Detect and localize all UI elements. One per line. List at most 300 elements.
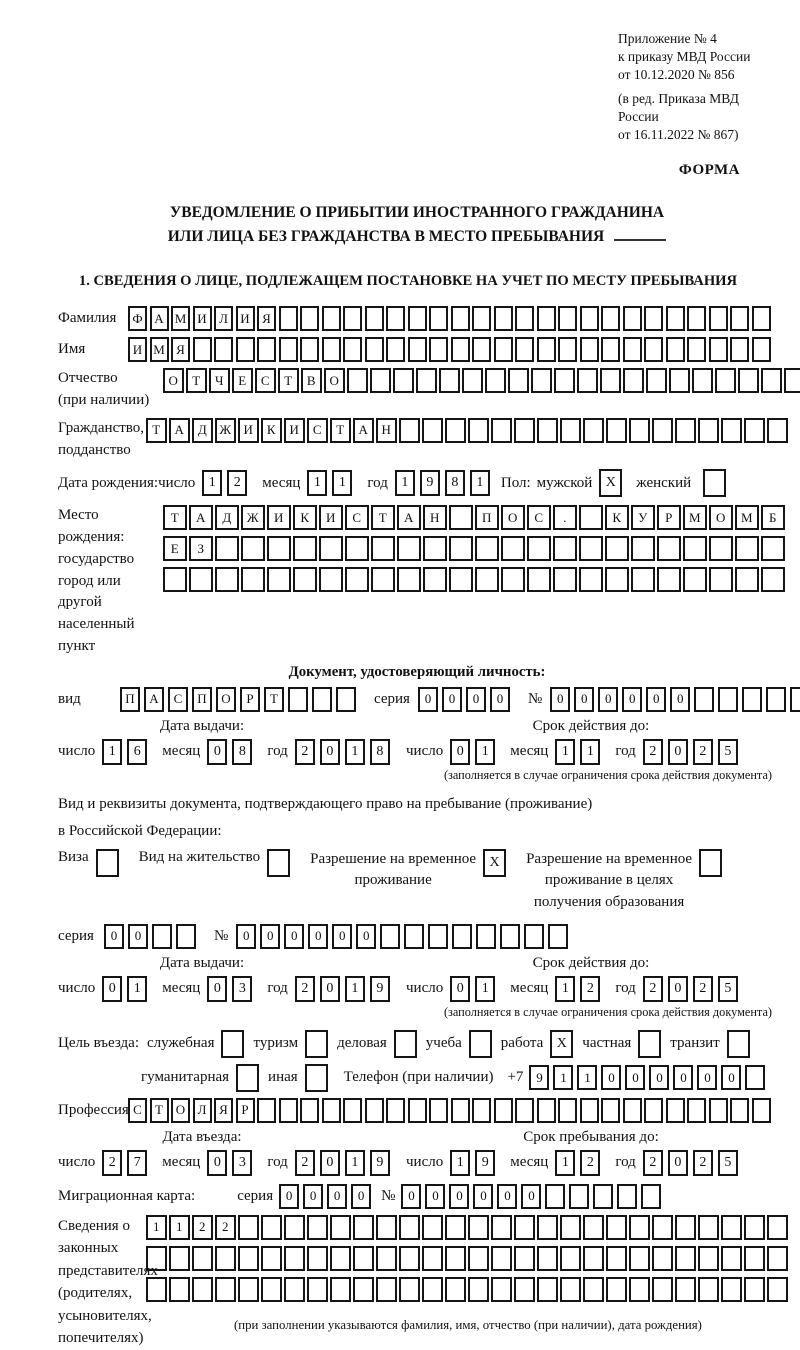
char-cell[interactable] (330, 1215, 351, 1240)
char-cell[interactable] (580, 306, 599, 331)
char-cell[interactable]: 0 (128, 924, 148, 949)
char-cell[interactable] (468, 1246, 489, 1271)
char-cell[interactable] (439, 368, 460, 393)
char-cell[interactable] (644, 1098, 663, 1123)
char-cell[interactable] (371, 567, 395, 592)
char-cell[interactable] (152, 924, 172, 949)
char-cell[interactable] (476, 924, 496, 949)
char-cell[interactable] (494, 306, 513, 331)
char-cell[interactable]: А (353, 418, 374, 443)
char-cell[interactable] (399, 1215, 420, 1240)
char-cell[interactable] (397, 536, 421, 561)
char-cell[interactable] (284, 1277, 305, 1302)
date-cell[interactable]: 1 (307, 470, 327, 496)
char-cell[interactable]: Ч (209, 368, 230, 393)
char-cell[interactable] (380, 924, 400, 949)
date-cell[interactable]: 8 (370, 739, 390, 765)
char-cell[interactable] (491, 1246, 512, 1271)
char-cell[interactable]: 0 (574, 687, 594, 712)
char-cell[interactable] (767, 1277, 788, 1302)
char-cell[interactable]: Р (657, 505, 681, 530)
char-cell[interactable] (288, 687, 308, 712)
char-cell[interactable] (429, 1098, 448, 1123)
sex-male-checkbox[interactable]: X (599, 469, 622, 497)
char-cell[interactable] (553, 536, 577, 561)
char-cell[interactable] (694, 687, 714, 712)
char-cell[interactable] (353, 1277, 374, 1302)
char-cell[interactable]: Т (150, 1098, 169, 1123)
char-cell[interactable] (238, 1246, 259, 1271)
char-cell[interactable] (698, 1246, 719, 1271)
char-cell[interactable]: Е (232, 368, 253, 393)
char-cell[interactable] (560, 1246, 581, 1271)
char-cell[interactable]: А (150, 306, 169, 331)
char-cell[interactable]: О (216, 687, 236, 712)
char-cell[interactable] (307, 1215, 328, 1240)
char-cell[interactable] (601, 1098, 620, 1123)
char-cell[interactable] (657, 536, 681, 561)
char-cell[interactable] (451, 306, 470, 331)
char-cell[interactable]: 0 (466, 687, 486, 712)
char-cell[interactable]: К (261, 418, 282, 443)
date-cell[interactable]: 2 (295, 976, 315, 1002)
date-cell[interactable]: 5 (718, 739, 738, 765)
char-cell[interactable] (238, 1215, 259, 1240)
char-cell[interactable] (580, 337, 599, 362)
char-cell[interactable] (452, 924, 472, 949)
char-cell[interactable]: О (709, 505, 733, 530)
char-cell[interactable] (215, 536, 239, 561)
char-cell[interactable] (393, 368, 414, 393)
char-cell[interactable] (583, 1246, 604, 1271)
char-cell[interactable] (605, 567, 629, 592)
char-cell[interactable] (514, 418, 535, 443)
char-cell[interactable] (683, 567, 707, 592)
char-cell[interactable] (514, 1215, 535, 1240)
char-cell[interactable]: 0 (673, 1065, 693, 1090)
char-cell[interactable] (408, 337, 427, 362)
char-cell[interactable]: Т (146, 418, 167, 443)
char-cell[interactable] (527, 567, 551, 592)
char-cell[interactable] (744, 1277, 765, 1302)
char-cell[interactable] (652, 1246, 673, 1271)
char-cell[interactable] (761, 567, 785, 592)
char-cell[interactable] (293, 567, 317, 592)
char-cell[interactable] (560, 418, 581, 443)
char-cell[interactable] (241, 567, 265, 592)
char-cell[interactable] (730, 306, 749, 331)
char-cell[interactable] (169, 1277, 190, 1302)
char-cell[interactable] (666, 1098, 685, 1123)
char-cell[interactable] (554, 368, 575, 393)
char-cell[interactable] (261, 1215, 282, 1240)
char-cell[interactable] (429, 306, 448, 331)
purpose-option-checkbox[interactable] (305, 1064, 328, 1092)
char-cell[interactable] (428, 924, 448, 949)
char-cell[interactable] (300, 337, 319, 362)
date-cell[interactable]: 9 (420, 470, 440, 496)
char-cell[interactable] (279, 1098, 298, 1123)
char-cell[interactable] (215, 1277, 236, 1302)
char-cell[interactable] (629, 418, 650, 443)
date-cell[interactable]: 5 (718, 1150, 738, 1176)
date-cell[interactable]: 2 (693, 976, 713, 1002)
char-cell[interactable] (319, 567, 343, 592)
date-cell[interactable]: 6 (127, 739, 147, 765)
char-cell[interactable] (548, 924, 568, 949)
date-cell[interactable]: 9 (370, 1150, 390, 1176)
char-cell[interactable]: 0 (442, 687, 462, 712)
char-cell[interactable]: 0 (670, 687, 690, 712)
char-cell[interactable] (629, 1215, 650, 1240)
date-cell[interactable]: 2 (227, 470, 247, 496)
char-cell[interactable] (176, 924, 196, 949)
char-cell[interactable] (767, 418, 788, 443)
char-cell[interactable] (500, 924, 520, 949)
char-cell[interactable]: О (171, 1098, 190, 1123)
char-cell[interactable] (606, 1246, 627, 1271)
char-cell[interactable]: 0 (497, 1184, 517, 1209)
char-cell[interactable] (579, 536, 603, 561)
char-cell[interactable] (472, 306, 491, 331)
date-cell[interactable]: 2 (102, 1150, 122, 1176)
char-cell[interactable] (698, 1277, 719, 1302)
char-cell[interactable] (761, 536, 785, 561)
char-cell[interactable]: 0 (260, 924, 280, 949)
char-cell[interactable] (293, 536, 317, 561)
char-cell[interactable] (445, 1246, 466, 1271)
char-cell[interactable] (429, 337, 448, 362)
char-cell[interactable] (193, 337, 212, 362)
char-cell[interactable] (169, 1246, 190, 1271)
char-cell[interactable] (422, 1215, 443, 1240)
char-cell[interactable]: О (324, 368, 345, 393)
char-cell[interactable]: 0 (449, 1184, 469, 1209)
char-cell[interactable]: И (319, 505, 343, 530)
date-cell[interactable]: 1 (345, 1150, 365, 1176)
char-cell[interactable] (629, 1277, 650, 1302)
char-cell[interactable]: . (553, 505, 577, 530)
date-cell[interactable]: 8 (232, 739, 252, 765)
date-cell[interactable]: 5 (718, 976, 738, 1002)
char-cell[interactable] (192, 1277, 213, 1302)
char-cell[interactable] (365, 1098, 384, 1123)
date-cell[interactable]: 1 (555, 1150, 575, 1176)
char-cell[interactable] (371, 536, 395, 561)
char-cell[interactable] (744, 1215, 765, 1240)
char-cell[interactable] (322, 1098, 341, 1123)
char-cell[interactable] (767, 1246, 788, 1271)
date-cell[interactable]: 1 (580, 739, 600, 765)
char-cell[interactable]: 2 (192, 1215, 213, 1240)
char-cell[interactable] (494, 337, 513, 362)
char-cell[interactable]: 0 (236, 924, 256, 949)
date-cell[interactable]: 0 (102, 976, 122, 1002)
char-cell[interactable]: П (192, 687, 212, 712)
char-cell[interactable] (606, 418, 627, 443)
char-cell[interactable] (238, 1277, 259, 1302)
char-cell[interactable] (408, 306, 427, 331)
date-cell[interactable]: 0 (450, 739, 470, 765)
char-cell[interactable] (583, 418, 604, 443)
char-cell[interactable] (698, 418, 719, 443)
char-cell[interactable] (192, 1246, 213, 1271)
char-cell[interactable]: Д (215, 505, 239, 530)
char-cell[interactable] (472, 1098, 491, 1123)
char-cell[interactable] (449, 567, 473, 592)
date-cell[interactable]: 0 (668, 1150, 688, 1176)
char-cell[interactable]: 0 (598, 687, 618, 712)
char-cell[interactable] (422, 1246, 443, 1271)
char-cell[interactable] (330, 1246, 351, 1271)
char-cell[interactable] (353, 1246, 374, 1271)
purpose-option-checkbox[interactable] (638, 1030, 661, 1058)
char-cell[interactable] (687, 306, 706, 331)
char-cell[interactable] (698, 1215, 719, 1240)
char-cell[interactable]: 0 (284, 924, 304, 949)
char-cell[interactable]: М (171, 306, 190, 331)
char-cell[interactable] (376, 1246, 397, 1271)
char-cell[interactable]: Л (214, 306, 233, 331)
char-cell[interactable] (531, 368, 552, 393)
char-cell[interactable]: 0 (550, 687, 570, 712)
date-cell[interactable]: 2 (643, 739, 663, 765)
char-cell[interactable]: И (128, 337, 147, 362)
char-cell[interactable]: Т (371, 505, 395, 530)
char-cell[interactable]: Т (330, 418, 351, 443)
purpose-option-checkbox[interactable] (727, 1030, 750, 1058)
char-cell[interactable] (501, 536, 525, 561)
char-cell[interactable]: Я (257, 306, 276, 331)
char-cell[interactable]: С (168, 687, 188, 712)
char-cell[interactable] (721, 1246, 742, 1271)
char-cell[interactable] (730, 1098, 749, 1123)
char-cell[interactable]: 0 (279, 1184, 299, 1209)
char-cell[interactable] (652, 1215, 673, 1240)
char-cell[interactable] (560, 1277, 581, 1302)
char-cell[interactable] (675, 1277, 696, 1302)
purpose-option-checkbox[interactable] (305, 1030, 328, 1058)
char-cell[interactable] (307, 1246, 328, 1271)
purpose-option-checkbox[interactable] (236, 1064, 259, 1092)
char-cell[interactable] (537, 1215, 558, 1240)
date-cell[interactable]: 2 (580, 1150, 600, 1176)
char-cell[interactable] (583, 1215, 604, 1240)
char-cell[interactable] (709, 337, 728, 362)
date-cell[interactable]: 8 (445, 470, 465, 496)
char-cell[interactable] (721, 418, 742, 443)
char-cell[interactable] (475, 567, 499, 592)
char-cell[interactable] (284, 1215, 305, 1240)
char-cell[interactable] (652, 1277, 673, 1302)
char-cell[interactable] (601, 337, 620, 362)
char-cell[interactable] (752, 337, 771, 362)
char-cell[interactable]: С (527, 505, 551, 530)
char-cell[interactable]: М (683, 505, 707, 530)
char-cell[interactable]: И (267, 505, 291, 530)
char-cell[interactable] (730, 337, 749, 362)
char-cell[interactable] (468, 1277, 489, 1302)
char-cell[interactable] (330, 1277, 351, 1302)
char-cell[interactable] (623, 337, 642, 362)
char-cell[interactable] (692, 368, 713, 393)
char-cell[interactable] (215, 567, 239, 592)
char-cell[interactable]: С (345, 505, 369, 530)
char-cell[interactable] (397, 567, 421, 592)
char-cell[interactable] (365, 337, 384, 362)
char-cell[interactable]: 1 (577, 1065, 597, 1090)
char-cell[interactable] (675, 1246, 696, 1271)
char-cell[interactable]: О (163, 368, 184, 393)
char-cell[interactable] (257, 1098, 276, 1123)
char-cell[interactable] (718, 687, 738, 712)
char-cell[interactable] (752, 306, 771, 331)
char-cell[interactable]: И (236, 306, 255, 331)
char-cell[interactable]: 0 (327, 1184, 347, 1209)
char-cell[interactable]: П (475, 505, 499, 530)
date-cell[interactable]: 1 (555, 976, 575, 1002)
char-cell[interactable] (399, 418, 420, 443)
char-cell[interactable] (745, 1065, 765, 1090)
char-cell[interactable] (319, 536, 343, 561)
char-cell[interactable] (423, 536, 447, 561)
char-cell[interactable]: 0 (356, 924, 376, 949)
date-cell[interactable]: 0 (320, 976, 340, 1002)
char-cell[interactable] (683, 536, 707, 561)
char-cell[interactable] (214, 337, 233, 362)
char-cell[interactable]: Л (193, 1098, 212, 1123)
char-cell[interactable]: Ж (241, 505, 265, 530)
char-cell[interactable] (752, 1098, 771, 1123)
char-cell[interactable] (300, 1098, 319, 1123)
visa-checkbox[interactable] (96, 849, 119, 877)
date-cell[interactable]: 2 (643, 976, 663, 1002)
char-cell[interactable] (784, 368, 800, 393)
date-cell[interactable]: 9 (370, 976, 390, 1002)
char-cell[interactable] (735, 536, 759, 561)
char-cell[interactable] (715, 368, 736, 393)
char-cell[interactable]: К (293, 505, 317, 530)
char-cell[interactable] (606, 1277, 627, 1302)
char-cell[interactable] (744, 418, 765, 443)
date-cell[interactable]: 2 (643, 1150, 663, 1176)
char-cell[interactable] (451, 337, 470, 362)
char-cell[interactable]: У (631, 505, 655, 530)
char-cell[interactable] (343, 337, 362, 362)
char-cell[interactable] (617, 1184, 637, 1209)
char-cell[interactable]: Н (376, 418, 397, 443)
char-cell[interactable] (657, 567, 681, 592)
date-cell[interactable]: 1 (475, 739, 495, 765)
date-cell[interactable]: 0 (320, 739, 340, 765)
char-cell[interactable] (279, 306, 298, 331)
char-cell[interactable] (537, 337, 556, 362)
char-cell[interactable] (558, 1098, 577, 1123)
char-cell[interactable] (524, 924, 544, 949)
char-cell[interactable] (472, 337, 491, 362)
char-cell[interactable]: Д (192, 418, 213, 443)
char-cell[interactable]: Т (163, 505, 187, 530)
char-cell[interactable] (558, 337, 577, 362)
char-cell[interactable] (537, 418, 558, 443)
char-cell[interactable]: Н (423, 505, 447, 530)
date-cell[interactable]: 1 (475, 976, 495, 1002)
char-cell[interactable]: И (193, 306, 212, 331)
char-cell[interactable] (386, 1098, 405, 1123)
char-cell[interactable] (641, 1184, 661, 1209)
char-cell[interactable]: 0 (521, 1184, 541, 1209)
date-cell[interactable]: 1 (345, 739, 365, 765)
char-cell[interactable] (494, 1098, 513, 1123)
char-cell[interactable] (215, 1246, 236, 1271)
date-cell[interactable]: 0 (450, 976, 470, 1002)
char-cell[interactable] (515, 306, 534, 331)
char-cell[interactable] (790, 687, 800, 712)
char-cell[interactable] (687, 337, 706, 362)
char-cell[interactable] (491, 1215, 512, 1240)
char-cell[interactable] (709, 536, 733, 561)
char-cell[interactable]: 0 (332, 924, 352, 949)
char-cell[interactable]: В (301, 368, 322, 393)
char-cell[interactable] (347, 368, 368, 393)
char-cell[interactable] (491, 1277, 512, 1302)
char-cell[interactable] (742, 687, 762, 712)
char-cell[interactable] (605, 536, 629, 561)
char-cell[interactable] (669, 368, 690, 393)
char-cell[interactable] (675, 1215, 696, 1240)
date-cell[interactable]: 0 (207, 739, 227, 765)
char-cell[interactable]: Т (186, 368, 207, 393)
char-cell[interactable]: 0 (649, 1065, 669, 1090)
char-cell[interactable] (279, 337, 298, 362)
char-cell[interactable]: Б (761, 505, 785, 530)
char-cell[interactable]: 0 (646, 687, 666, 712)
char-cell[interactable] (399, 1246, 420, 1271)
char-cell[interactable] (537, 1246, 558, 1271)
char-cell[interactable] (514, 1277, 535, 1302)
char-cell[interactable]: Т (278, 368, 299, 393)
char-cell[interactable]: К (605, 505, 629, 530)
char-cell[interactable]: С (255, 368, 276, 393)
char-cell[interactable] (485, 368, 506, 393)
char-cell[interactable] (579, 505, 603, 530)
char-cell[interactable] (449, 505, 473, 530)
date-cell[interactable]: 9 (475, 1150, 495, 1176)
char-cell[interactable]: П (120, 687, 140, 712)
date-cell[interactable]: 1 (395, 470, 415, 496)
char-cell[interactable]: С (307, 418, 328, 443)
char-cell[interactable] (475, 536, 499, 561)
date-cell[interactable]: 1 (102, 739, 122, 765)
char-cell[interactable] (738, 368, 759, 393)
char-cell[interactable]: Я (171, 337, 190, 362)
date-cell[interactable]: 1 (470, 470, 490, 496)
char-cell[interactable] (241, 536, 265, 561)
char-cell[interactable] (583, 1277, 604, 1302)
char-cell[interactable]: 0 (401, 1184, 421, 1209)
char-cell[interactable]: Р (236, 1098, 255, 1123)
date-cell[interactable]: 3 (232, 976, 252, 1002)
char-cell[interactable]: А (144, 687, 164, 712)
char-cell[interactable]: А (189, 505, 213, 530)
char-cell[interactable] (163, 567, 187, 592)
char-cell[interactable] (365, 306, 384, 331)
char-cell[interactable] (744, 1246, 765, 1271)
char-cell[interactable] (623, 306, 642, 331)
char-cell[interactable]: 9 (529, 1065, 549, 1090)
char-cell[interactable] (491, 418, 512, 443)
char-cell[interactable]: 0 (721, 1065, 741, 1090)
